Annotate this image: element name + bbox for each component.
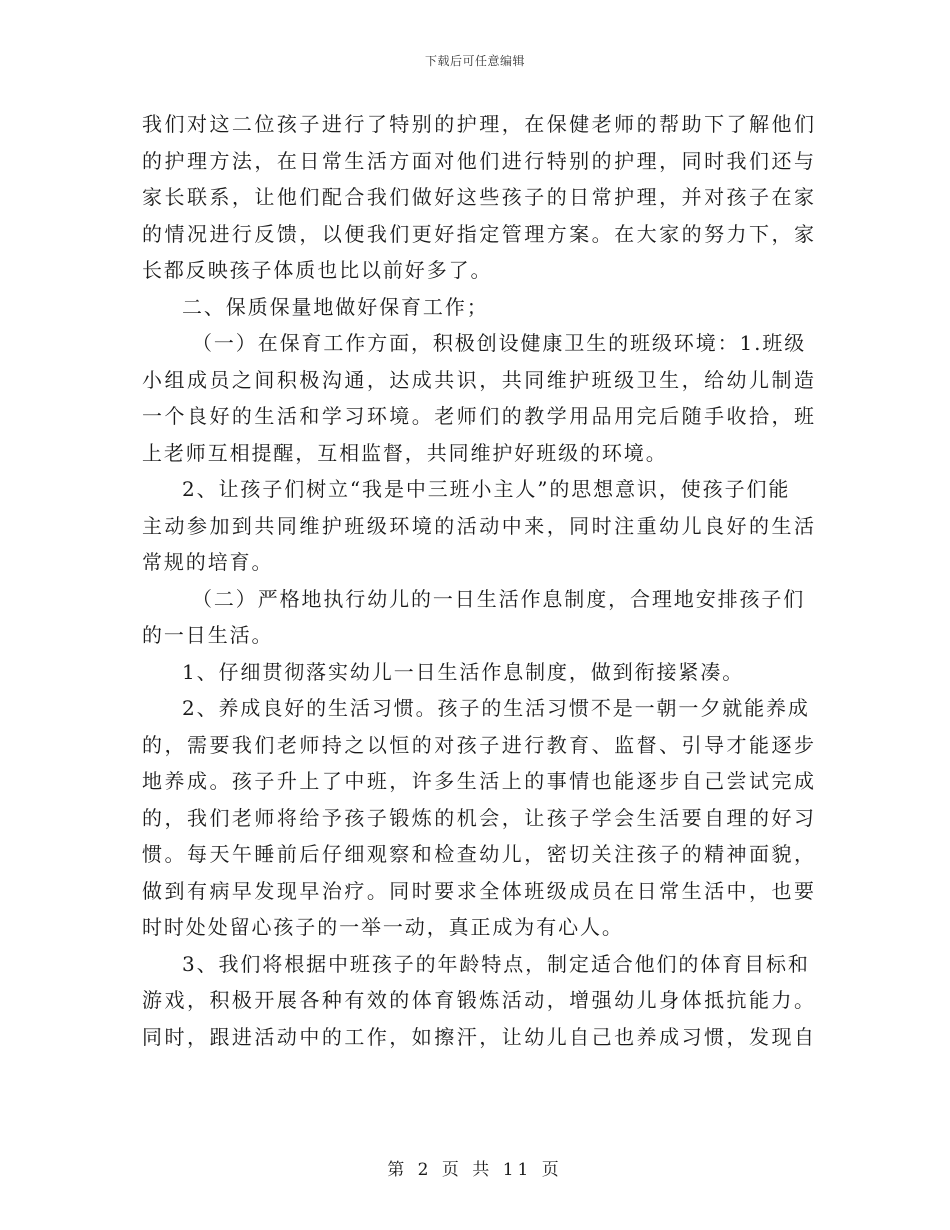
- paragraph-line: 1、仔细贯彻落实幼儿一日生活作息制度，做到衔接紧凑。: [182, 659, 745, 684]
- paragraph-line: 上老师互相提醒，互相监督，共同维护好班级的环境。: [142, 440, 668, 465]
- document-body: [142, 106, 814, 1055]
- paragraph-line: 小组成员之间积极沟通，达成共识，共同维护班级卫生，给幼儿制造: [142, 367, 814, 392]
- paragraph-line: 的一日生活。: [142, 623, 274, 647]
- paragraph-line: 常规的培育。: [142, 550, 274, 574]
- paragraph-line: 的情况进行反馈，以便我们更好指定管理方案。在大家的努力下，家: [142, 221, 814, 246]
- section-heading: 二、保质保量地做好保育工作；: [182, 294, 489, 319]
- paragraph-line: 的，我们老师将给予孩子锻炼的机会，让孩子学会生活要自理的好习: [142, 805, 814, 830]
- paragraph-line: 的，需要我们老师持之以恒的对孩子进行教育、监督、引导才能逐步: [142, 732, 814, 757]
- paragraph-line: 做到有病早发现早治疗。同时要求全体班级成员在日常生活中，也要: [142, 878, 814, 903]
- paragraph-line: 主动参加到共同维护班级环境的活动中来，同时注重幼儿良好的生活: [142, 513, 814, 538]
- paragraph-line: 我们对这二位孩子进行了特别的护理，在保健老师的帮助下了解他们: [142, 112, 814, 136]
- paragraph-line: 2、养成良好的生活习惯。孩子的生活习惯不是一朝一夕就能养成: [182, 696, 810, 720]
- paragraph-line: 3、我们将根据中班孩子的年龄特点，制定适合他们的体育目标和: [182, 951, 810, 976]
- paragraph-line: 地养成。孩子升上了中班，许多生活上的事情也能逐步自己尝试完成: [142, 769, 814, 793]
- paragraph-line: 同时，跟进活动中的工作，如擦汗，让幼儿自己也养成习惯，发现自: [142, 1024, 814, 1049]
- subsection-heading: （二）严格地执行幼儿的一日生活作息制度，合理地安排孩子们: [192, 586, 806, 611]
- paragraph-line: 一个良好的生活和学习环境。老师们的教学用品用完后随手收拾，班: [142, 404, 814, 428]
- paragraph-line: 长都反映孩子体质也比以前好多了。: [142, 258, 493, 282]
- paragraph-line: 惯。每天午睡前后仔细观察和检查幼儿，密切关注孩子的精神面貌，: [142, 842, 814, 866]
- paragraph-line: 2、让孩子们树立“我是中三班小主人”的思想意识，使孩子们能: [182, 477, 791, 501]
- paragraph-line: 家长联系，让他们配合我们做好这些孩子的日常护理，并对孩子在家: [142, 185, 814, 209]
- page-header: 下载后可任意编辑: [424, 54, 525, 68]
- subsection-heading: （一）在保育工作方面，积极创设健康卫生的班级环境：1.班级: [192, 331, 807, 355]
- paragraph-line: 游戏，积极开展各种有效的体育锻炼活动，增强幼儿身体抵抗能力。: [142, 988, 814, 1012]
- paragraph-line: 时时处处留心孩子的一举一动，真正成为有心人。: [142, 915, 624, 939]
- paragraph-line: 的护理方法，在日常生活方面对他们进行特别的护理，同时我们还与: [142, 148, 814, 173]
- page-footer: 第 2 页 共 11 页: [387, 1160, 563, 1180]
